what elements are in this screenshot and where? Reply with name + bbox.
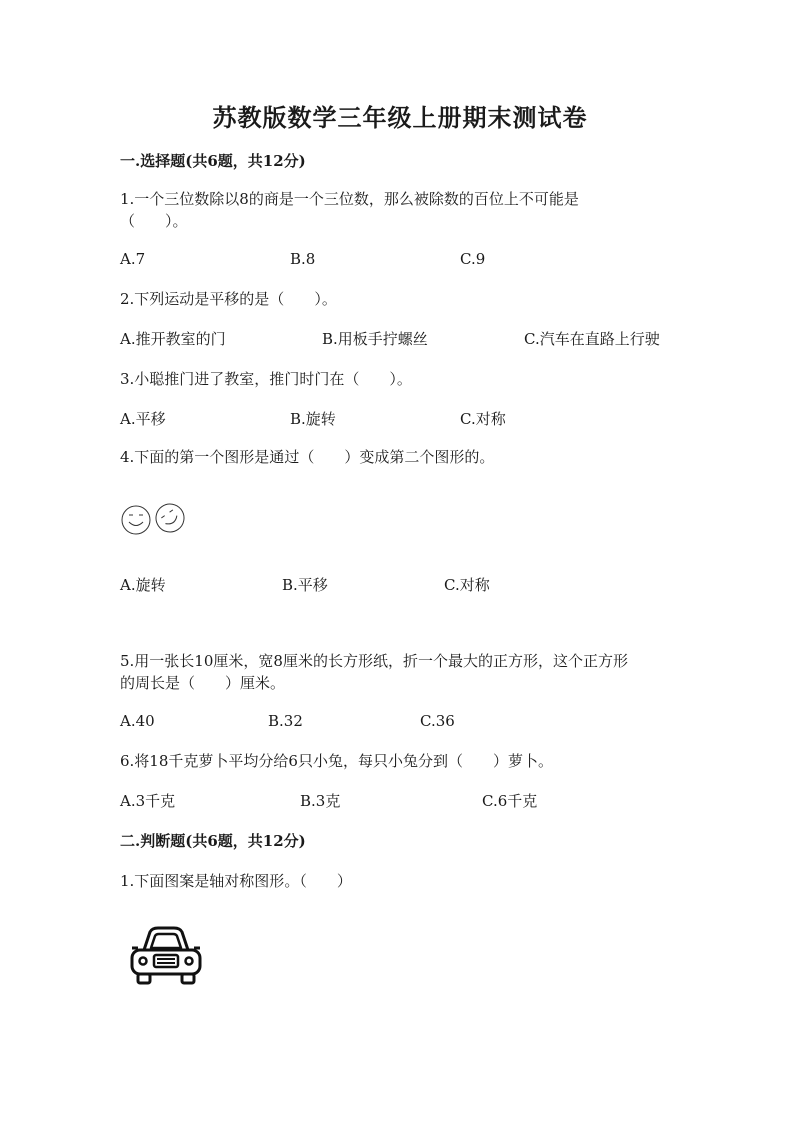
section-heading-choice: 一.选择题(共6题，共12分)	[120, 152, 306, 170]
q2-option-b: B.用板手拧螺丝	[322, 330, 428, 348]
q2-option-c: C.汽车在直路上行驶	[524, 330, 660, 348]
q5-option-c: C.36	[420, 712, 455, 730]
q4-option-a: A.旋转	[120, 576, 166, 594]
question-1-line-2: （ ）。	[120, 212, 188, 230]
smiley-face-rotated-icon	[151, 502, 190, 536]
judgement-question-1: 1.下面图案是轴对称图形。（ ）	[120, 872, 352, 890]
q1-option-a: A.7	[120, 250, 146, 268]
question-5-line-2: 的周长是（ ）厘米。	[120, 674, 286, 692]
q1-option-b: B.8	[290, 250, 316, 268]
question-2: 2.下列运动是平移的是（ ）。	[120, 290, 337, 308]
q4-option-c: C.对称	[444, 576, 490, 594]
question-3: 3.小聪推门进了教室，推门时门在（ ）。	[120, 370, 412, 388]
question-6: 6.将18千克萝卜平均分给6只小兔，每只小兔分到（ ）萝卜。	[120, 752, 553, 770]
section-heading-judgement: 二.判断题(共6题，共12分)	[120, 832, 306, 850]
q5-option-a: A.40	[120, 712, 155, 730]
car-icon	[128, 924, 204, 986]
q3-option-a: A.平移	[120, 410, 166, 428]
smiley-face-upright-icon	[122, 506, 150, 534]
q2-option-a: A.推开教室的门	[120, 330, 226, 348]
q3-option-b: B.旋转	[290, 410, 336, 428]
q6-option-a: A.3千克	[120, 792, 176, 810]
two-smiley-faces-icon	[120, 502, 190, 536]
question-5-line-1: 5.用一张长10厘米，宽8厘米的长方形纸，折一个最大的正方形，这个正方形	[120, 652, 628, 670]
q3-option-c: C.对称	[460, 410, 506, 428]
page-title: 苏教版数学三年级上册期末测试卷	[212, 103, 588, 132]
question-4: 4.下面的第一个图形是通过（ ）变成第二个图形的。	[120, 448, 495, 466]
question-1-line-1: 1.一个三位数除以8的商是一个三位数，那么被除数的百位上不可能是	[120, 190, 579, 208]
q1-option-c: C.9	[460, 250, 486, 268]
q6-option-b: B.3克	[300, 792, 341, 810]
q4-option-b: B.平移	[282, 576, 328, 594]
q6-option-c: C.6千克	[482, 792, 538, 810]
q5-option-b: B.32	[268, 712, 303, 730]
